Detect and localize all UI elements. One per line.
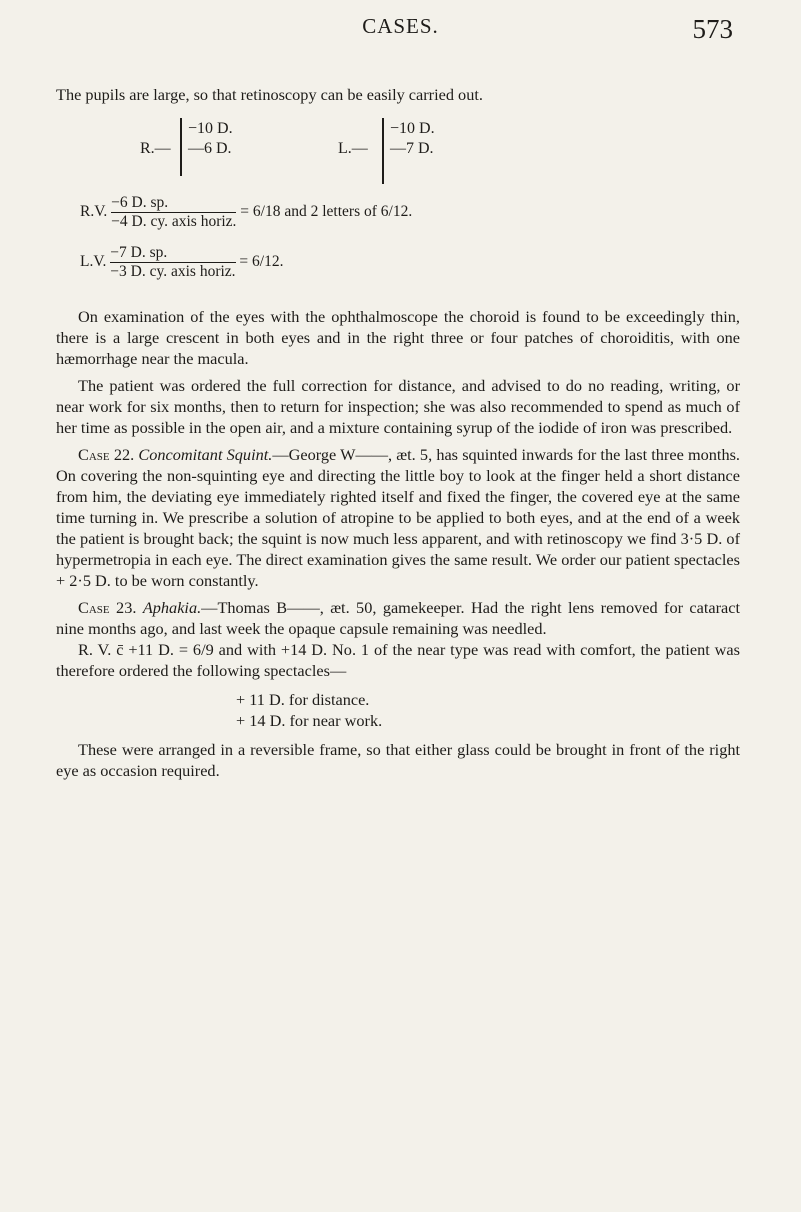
rv-result: = 6/18 and 2 letters of 6/12.: [240, 203, 413, 221]
lv-formula: [80, 244, 283, 281]
page-number: 573: [692, 14, 733, 44]
rv-fraction: [111, 194, 236, 231]
lv-fraction: [110, 244, 235, 281]
lv-numerator: −7 D. sp.: [110, 244, 235, 263]
rv-formula: [80, 194, 412, 231]
lv-result: = 6/12.: [239, 253, 284, 271]
paragraph-treatment: The patient was ordered the full correction for distance, and advised to do no reading, writing, or near work for six months, then to return for inspection; she was also recommended to spend as much of her time as possible in the open air, and a mixture containing syrup of the iodide of iron was prescribed.: [56, 376, 740, 437]
refraction-left-value-2: —7 D.: [390, 140, 434, 157]
case-23-title: Aphakia.: [142, 598, 202, 617]
intro-text: The pupils are large, so that retinoscopy can be easily carried out.: [56, 85, 483, 104]
paragraph-final: These were arranged in a reversible frame, so that either glass could be brought in front of the right eye as occasion required.: [56, 740, 740, 780]
rv-denominator: −4 D. cy. axis horiz.: [111, 213, 237, 230]
body-text: [56, 306, 740, 781]
lv-label: L.V.: [80, 253, 107, 271]
refraction-left-label: L.—: [338, 140, 368, 157]
refraction-table: [56, 118, 740, 184]
refraction-right-label: R.—: [140, 140, 171, 157]
paragraph-case-23-vision: R. V. c̄ +11 D. = 6/9 and with +14 D. No. 1 of the near type was read with comfort, the patient was therefore ordered the following spectacles—: [56, 640, 740, 680]
case-23-text: —Thomas B——, æt. 50, gamekeeper. Had the right lens removed for cataract nine months ago, and last week the opaque capsule remaining was needled.: [56, 598, 741, 638]
rv-label: R.V.: [80, 203, 108, 221]
case-22-heading: Case 22.: [78, 445, 135, 464]
refraction-right-value-1: −10 D.: [188, 120, 233, 137]
case-23-heading: Case 23.: [78, 598, 137, 617]
prescription-distance: + 11 D. for distance.: [236, 690, 370, 709]
refraction-right-value-2: —6 D.: [188, 140, 232, 157]
prescription-near: + 14 D. for near work.: [236, 711, 383, 730]
case-22-text: —George W——, æt. 5, has squinted inwards for the last three months. On covering the non-squinting eye and directing the little boy to look at the finger held a short distance from him, the deviating eye immediately righted itself and fixed the finger, the covered eye at the same time turning in. We prescribe a solution of atropine to be applied to both eyes, and at the end of a week the patient is brought back; the squint is now much less apparent, and with retinoscopy we find 3·5 D. of hypermetropia in each eye. The direct examination gives the same result. We order our patient spectacles + 2·5 D. to be worn constantly.: [56, 445, 741, 590]
refraction-left-value-1: −10 D.: [390, 120, 435, 137]
lv-denominator: −3 D. cy. axis horiz.: [110, 263, 236, 280]
case-22-title: Concomitant Squint.: [138, 445, 273, 464]
refraction-divider-left: [382, 118, 384, 184]
rv-numerator: −6 D. sp.: [111, 194, 236, 213]
paragraph-examination: On examination of the eyes with the ophthalmoscope the choroid is found to be exceedingly thin, there is a large crescent in both eyes and in the right three or four patches of choroiditis, with one hæmorrhage near the macula.: [56, 307, 740, 368]
running-head: [0, 14, 801, 44]
paragraph-case-23: [56, 597, 740, 639]
running-head-title: CASES.: [362, 14, 439, 38]
refraction-divider-right: [180, 118, 182, 176]
paragraph-case-22: [56, 444, 740, 591]
intro-line: [56, 84, 740, 105]
prescription-block: [56, 689, 740, 731]
